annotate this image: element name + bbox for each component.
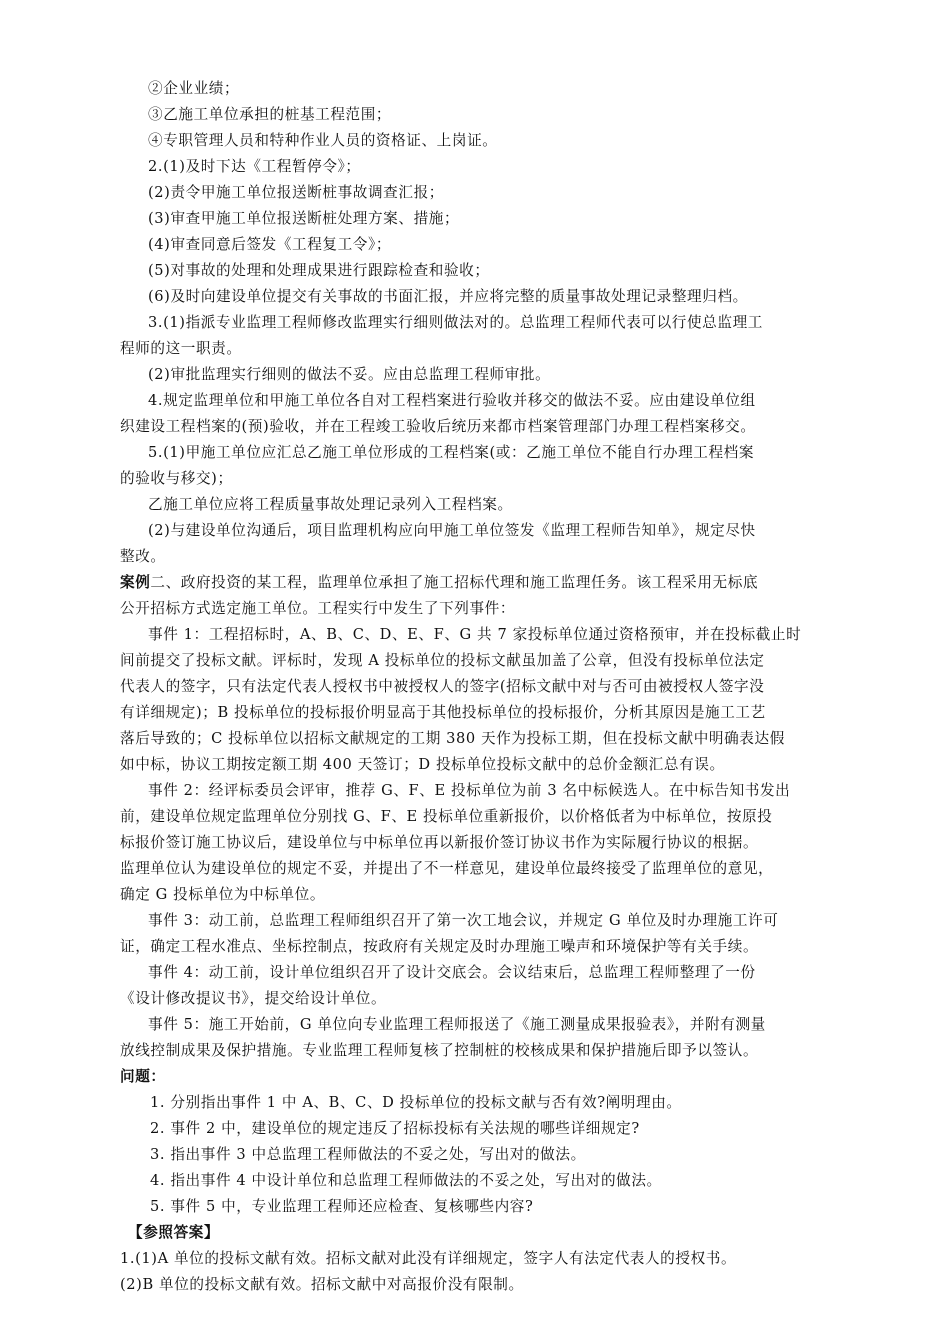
text-line: 公开招标方式选定施工单位。工程实行中发生了下列事件：: [120, 600, 516, 617]
text-line: 的验收与移交)；: [120, 470, 233, 487]
text-line: 前，建设单位规定监理单位分别找 G、F、E 投标单位重新报价，以价格低者为中标单位，按原投: [120, 808, 773, 825]
text-line: 放线控制成果及保护措施。专业监理工程师复核了控制桩的校核成果和保护措施后即予以签认。: [120, 1042, 759, 1059]
case-label: 案例: [120, 574, 151, 591]
text-line: 落后导致的；C 投标单位以招标文献规定的工期 380 天作为投标工期，但在投标文献中明确表达假: [120, 730, 785, 747]
question-item: 3. 指出事件 3 中总监理工程师做法的不妥之处，写出对的做法。: [150, 1146, 586, 1163]
question-item: 2. 事件 2 中，建设单位的规定违反了招标投标有关法规的哪些详细规定?: [150, 1120, 640, 1137]
text-line: (4)审查同意后签发《工程复工令》；: [148, 236, 392, 253]
text-line: 标报价签订施工协议后，建设单位与中标单位再以新报价签订协议书作为实际履行协议的根据。: [120, 834, 759, 851]
text-line: 程师的这一职责。: [120, 340, 242, 357]
text-line: (2)责令甲施工单位报送断桩事故调查汇报；: [148, 184, 444, 201]
question-item: 5. 事件 5 中，专业监理工程师还应检查、复核哪些内容?: [150, 1198, 534, 1215]
text-line: 乙施工单位应将工程质量事故处理记录列入工程档案。: [148, 496, 513, 513]
text-line: (3)审查甲施工单位报送断桩处理方案、措施；: [148, 210, 460, 227]
text-line: 整改。: [120, 548, 166, 565]
text-line: 2.(1)及时下达《工程暂停令》；: [148, 158, 361, 175]
text-line: 事件 4：动工前，设计单位组织召开了设计交底会。会议结束后，总监理工程师整理了一份: [148, 964, 756, 981]
text-line: 间前提交了投标文献。评标时，发现 A 投标单位的投标文献虽加盖了公章，但没有投标单位法定: [120, 652, 765, 669]
text-line: 事件 1：工程招标时，A、B、C、D、E、F、G 共 7 家投标单位通过资格预审，并在投标截止时: [148, 626, 802, 643]
answers-heading: 【参照答案】: [128, 1224, 220, 1241]
text-line: ②企业业绩；: [148, 80, 240, 97]
text-line: (6)及时向建设单位提交有关事故的书面汇报，并应将完整的质量事故处理记录整理归档。: [148, 288, 748, 305]
case-heading: 案例二、政府投资的某工程，监理单位承担了施工招标代理和施工监理任务。该工程采用无标底: [120, 574, 759, 591]
text-line: (2)与建设单位沟通后，项目监理机构应向甲施工单位签发《监理工程师告知单》，规定尽快: [148, 522, 756, 539]
text-line: 《设计修改提议书》，提交给设计单位。: [120, 990, 387, 1007]
text-line: 事件 2：经评标委员会评审，推荐 G、F、E 投标单位为前 3 名中标候选人。在中标告知书发出: [148, 782, 791, 799]
text-line: 有详细规定)；B 投标单位的投标报价明显高于其他投标单位的投标报价，分析其原因是施工工艺: [120, 704, 766, 721]
question-item: 1. 分别指出事件 1 中 A、B、C、D 投标单位的投标文献与否有效?阐明理由。: [150, 1094, 682, 1111]
text-line: 5.(1)甲施工单位应汇总乙施工单位形成的工程档案(或：乙施工单位不能自行办理工程档案: [148, 444, 755, 461]
text-line: 监理单位认为建设单位的规定不妥，并提出了不一样意见，建设单位最终接受了监理单位的意见，: [120, 860, 774, 877]
text-line: 代表人的签字，只有法定代表人授权书中被授权人的签字(招标文献中对与否可由被授权人签字没: [120, 678, 765, 695]
text-line: (5)对事故的处理和处理成果进行跟踪检查和验收；: [148, 262, 490, 279]
text-line: ④专职管理人员和特种作业人员的资格证、上岗证。: [148, 132, 498, 149]
text-line: (2)审批监理实行细则的做法不妥。应由总监理工程师审批。: [148, 366, 551, 383]
text-line: 如中标，协议工期按定额工期 400 天签订；D 投标单位投标文献中的总价金额汇总有误。: [120, 756, 725, 773]
text-line: ③乙施工单位承担的桩基工程范围；: [148, 106, 392, 123]
text-line: 事件 3：动工前，总监理工程师组织召开了第一次工地会议，并规定 G 单位及时办理施工许可: [148, 912, 779, 929]
question-item: 4. 指出事件 4 中设计单位和总监理工程师做法的不妥之处，写出对的做法。: [150, 1172, 662, 1189]
text-line: (2)B 单位的投标文献有效。招标文献中对高报价没有限制。: [120, 1276, 524, 1293]
text-line: 3.(1)指派专业监理工程师修改监理实行细则做法对的。总监理工程师代表可以行使总监理工: [148, 314, 763, 331]
text-line: 4.规定监理单位和甲施工单位各自对工程档案进行验收并移交的做法不妥。应由建设单位组: [148, 392, 756, 409]
text-line: 1.(1)A 单位的投标文献有效。招标文献对此没有详细规定，签字人有法定代表人的授权书。: [120, 1250, 737, 1267]
questions-heading: 问题：: [120, 1068, 166, 1085]
text-line: 证，确定工程水准点、坐标控制点，按政府有关规定及时办理施工噪声和环境保护等有关手续。: [120, 938, 759, 955]
text-line: 织建设工程档案的(预)验收，并在工程竣工验收后统历来都市档案管理部门办理工程档案移交。: [120, 418, 756, 435]
text-line: 事件 5：施工开始前，G 单位向专业监理工程师报送了《施工测量成果报验表》，并附有测量: [148, 1016, 766, 1033]
text-line: 确定 G 投标单位为中标单位。: [120, 886, 326, 903]
